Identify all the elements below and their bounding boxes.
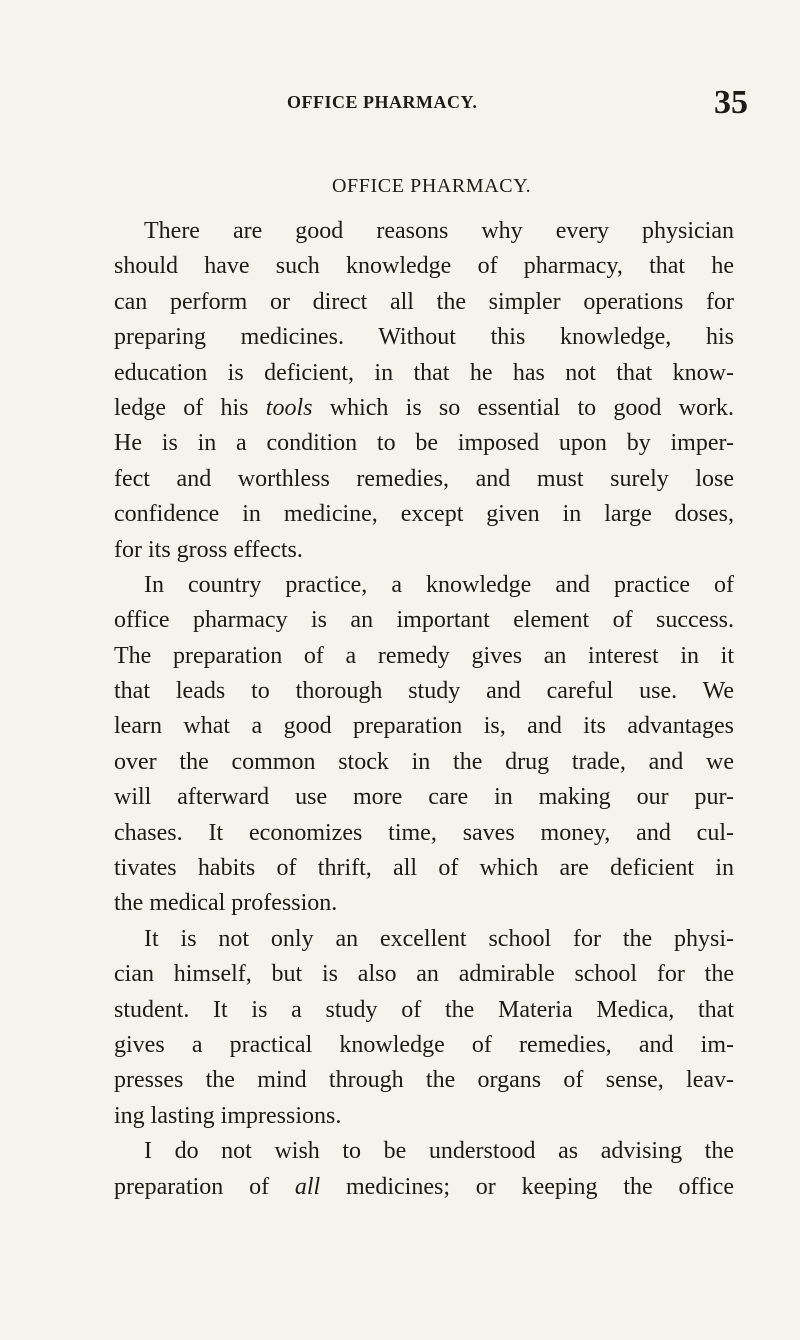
- text-line: [114, 1170, 734, 1205]
- text-line: cian himself, but is also an admirable school for the: [114, 961, 734, 988]
- body-text: [114, 214, 734, 1205]
- text-line: gives a practical knowledge of remedies, and im-: [114, 1031, 734, 1058]
- text-line: It is not only an excellent school for the physi-: [144, 925, 734, 952]
- running-title: OFFICE PHARMACY.: [287, 92, 478, 112]
- text-line: I do not wish to be understood as advising the: [144, 1138, 734, 1165]
- italic-word-all: all: [294, 1173, 321, 1200]
- text-line: over the common stock in the drug trade, and we: [114, 748, 734, 775]
- section-title: OFFICE PHARMACY.: [332, 175, 532, 197]
- italic-word-tools: tools: [265, 394, 313, 421]
- text-line: can perform or direct all the simpler operations for: [114, 288, 734, 315]
- text-line: tivates habits of thrift, all of which are deficient in: [114, 855, 734, 882]
- text-line: student. It is a study of the Materia Medica, that: [114, 996, 734, 1023]
- text-line: The preparation of a remedy gives an interest in it: [114, 642, 734, 669]
- text-line: for its gross effects.: [114, 536, 303, 563]
- text-line: that leads to thorough study and careful use. We: [114, 678, 734, 705]
- running-header: [0, 0, 800, 130]
- text-line: office pharmacy is an important element of success.: [114, 607, 734, 634]
- text-span: ledge of his: [114, 394, 266, 421]
- text-line: ing lasting impressions.: [114, 1102, 342, 1129]
- page-number: 35: [714, 84, 748, 121]
- text-line: In country practice, a knowledge and practice of: [144, 571, 734, 598]
- text-line: will afterward use more care in making our pur-: [114, 784, 734, 811]
- text-span: which is so essential to good work.: [312, 394, 734, 421]
- text-line: the medical profession.: [114, 890, 338, 917]
- text-line: [114, 391, 734, 426]
- text-line: should have such knowledge of pharmacy, that he: [114, 253, 734, 280]
- text-line: There are good reasons why every physician: [144, 218, 734, 244]
- text-line: preparing medicines. Without this knowledge, his: [114, 324, 734, 351]
- text-span: preparation of: [114, 1173, 295, 1200]
- text-line: presses the mind through the organs of sense, leav-: [114, 1067, 734, 1094]
- text-line: education is deficient, in that he has not that know-: [114, 359, 734, 386]
- text-span: medicines; or keeping the office: [320, 1173, 734, 1200]
- text-line: confidence in medicine, except given in large doses,: [114, 501, 734, 528]
- text-line: learn what a good preparation is, and its advantages: [114, 713, 734, 740]
- text-line: He is in a condition to be imposed upon by imper-: [114, 430, 734, 457]
- text-line: chases. It economizes time, saves money, and cul-: [114, 819, 734, 846]
- text-line: fect and worthless remedies, and must surely lose: [114, 465, 734, 492]
